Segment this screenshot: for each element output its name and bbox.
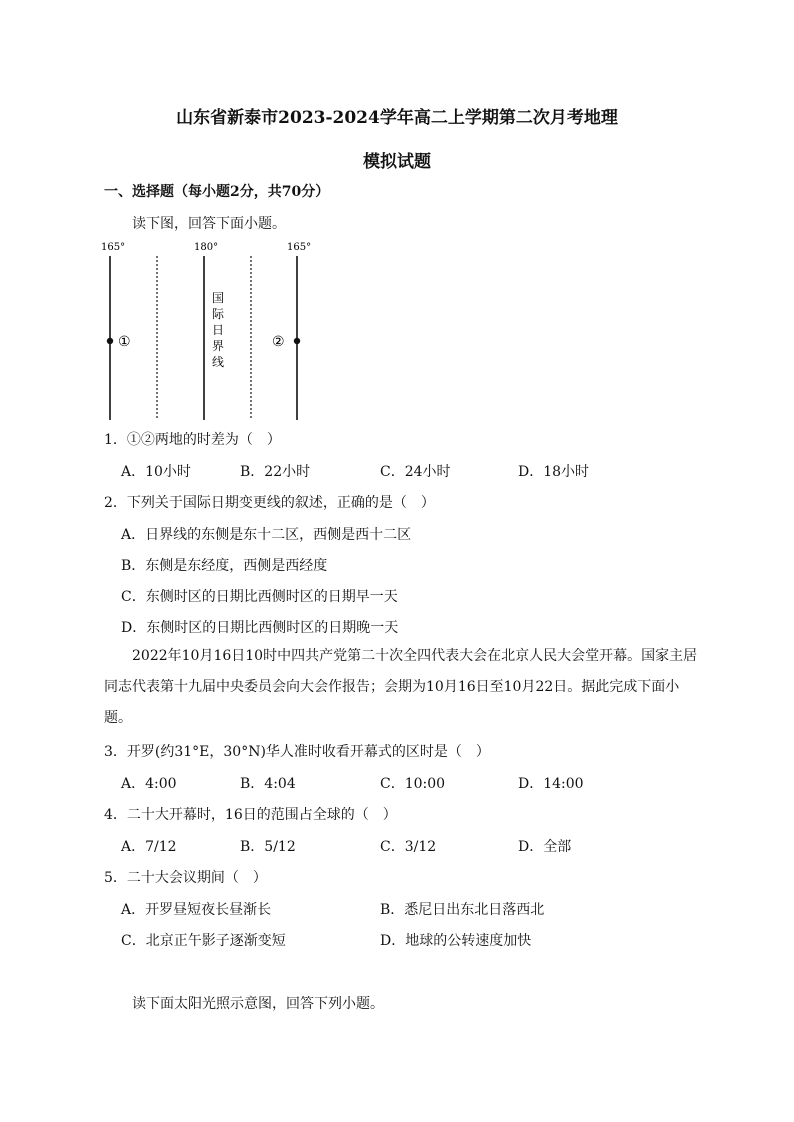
question-4-option-d: D．全部: [518, 839, 572, 855]
question-1-option-b: B．22小时: [240, 464, 311, 480]
question-2-option-d: D．东侧时区的日期比西侧时区的日期晚一天: [121, 620, 399, 636]
point-2-label: ②: [272, 334, 285, 350]
question-5-option-c: C．北京正午影子逐渐变短: [121, 933, 286, 949]
dateline-char: 线: [211, 355, 225, 369]
question-1-option-a: A．10小时: [121, 464, 191, 480]
question-3-option-b: B．4:04: [240, 776, 296, 792]
question-1-option-c: C．24小时: [380, 464, 451, 480]
question-5-option-a: A．开罗昼短夜长昼渐长: [121, 902, 272, 918]
intro-text-2: 读下面太阳光照示意图，回答下列小题。: [132, 996, 384, 1012]
point-1-label: ①: [118, 334, 131, 350]
question-4-stem: 4．二十大开幕时，16日的范围占全球的（ ）: [104, 807, 397, 823]
section-heading: 一、选择题（每小题2分，共70分）: [104, 184, 330, 200]
question-2-option-b: B．东侧是东经度，西侧是西经度: [121, 558, 328, 574]
point-1-dot: [107, 338, 113, 344]
question-2-option-a: A．日界线的东侧是东十二区，西侧是西十二区: [121, 527, 412, 543]
lon-label-right: 165°: [287, 242, 312, 253]
dateline-char: 界: [211, 339, 225, 353]
dateline-char: 国: [211, 291, 225, 305]
question-1-stem: 1．①②两地的时差为（ ）: [104, 432, 281, 448]
question-5-stem: 5．二十大会议期间（ ）: [104, 870, 267, 886]
question-3-option-d: D．14:00: [518, 776, 584, 792]
lon-label-mid: 180°: [194, 242, 219, 253]
dateline-char: 日: [211, 323, 225, 337]
page-subtitle: 模拟试题: [363, 152, 431, 172]
question-2-stem: 2．下列关于国际日期变更线的叙述，正确的是（ ）: [104, 495, 435, 511]
question-5-option-d: D．地球的公转速度加快: [380, 933, 532, 949]
question-4-option-a: A．7/12: [121, 839, 177, 855]
question-4-option-b: B．5/12: [240, 839, 296, 855]
point-2-dot: [294, 338, 300, 344]
question-5-option-b: B．悉尼日出东北日落西北: [380, 902, 545, 918]
dateline-figure: [95, 236, 325, 422]
question-1-option-d: D．18小时: [518, 464, 590, 480]
question-4-option-c: C．3/12: [380, 839, 437, 855]
passage-text: 2022年10月16日10时中四共产党第二十次全四代表大会在北京人民大会堂开幕。国家主居同志代表第十九届中央委员会向大会作报告；会期为10月16日至10月22日。据此完成下面小题。: [104, 648, 698, 726]
lon-label-left: 165°: [101, 242, 126, 253]
question-3-option-a: A．4:00: [121, 776, 177, 792]
dateline-char: 际: [211, 307, 225, 321]
question-2-option-c: C．东侧时区的日期比西侧时区的日期早一天: [121, 589, 398, 605]
intro-text: 读下图，回答下面小题。: [132, 216, 286, 232]
reading-passage: [104, 641, 700, 734]
question-3-stem: 3．开罗(约31°E，30°N)华人准时收看开幕式的区时是（ ）: [104, 744, 490, 760]
page-title: 山东省新泰市2023-2024学年高二上学期第二次月考地理: [176, 108, 618, 128]
question-3-option-c: C．10:00: [380, 776, 446, 792]
